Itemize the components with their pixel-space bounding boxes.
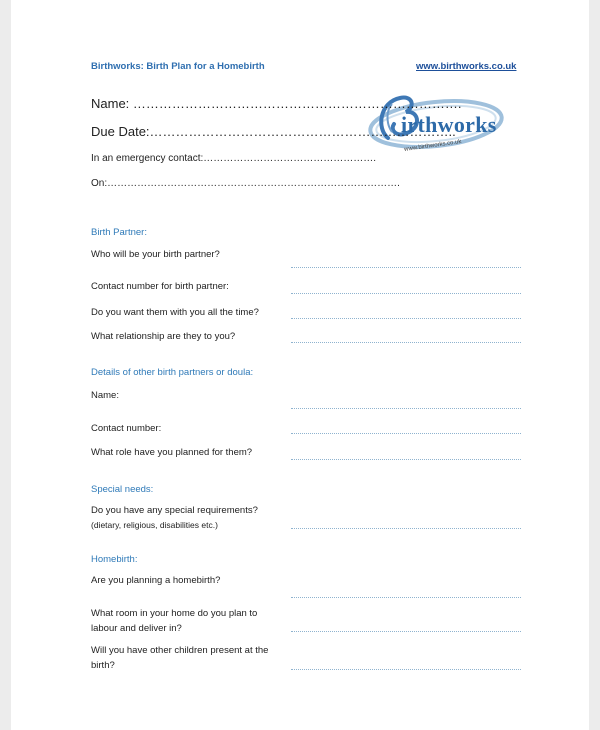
logo-url: www.birthworks.co.uk [403,139,462,153]
section-special-needs: Special needs: [91,484,154,495]
emergency-contact-field[interactable]: In an emergency contact:……………………………………………. [91,153,377,164]
question-line: labour and deliver in? [91,623,182,634]
answer-line[interactable] [291,318,521,319]
question-role: What role have you planned for them? [91,447,253,458]
question-other-children [91,643,268,673]
answer-line[interactable] [291,528,521,529]
question-contact-number: Contact number for birth partner: [91,281,229,292]
answer-line[interactable] [291,597,521,598]
document-title: Birthworks: Birth Plan for a Homebirth [91,61,265,72]
website-link[interactable]: www.birthworks.co.uk [416,61,517,72]
question-special-requirements [91,503,258,533]
answer-line[interactable] [291,459,521,460]
question-line: (dietary, religious, disabilities etc.) [91,520,218,530]
question-line: birth? [91,660,115,671]
answer-line[interactable] [291,267,521,268]
section-homebirth: Homebirth: [91,554,138,565]
section-other-partners: Details of other birth partners or doula: [91,367,254,378]
answer-line[interactable] [291,408,521,409]
logo-wordmark: irthworks [401,112,497,137]
question-which-room [91,606,257,636]
answer-line[interactable] [291,293,521,294]
question-relationship: What relationship are they to you? [91,331,236,342]
question-who-birth-partner: Who will be your birth partner? [91,249,220,260]
answer-line[interactable] [291,669,521,670]
answer-line[interactable] [291,342,521,343]
answer-line[interactable] [291,433,521,434]
question-line: Will you have other children present at the [91,645,269,656]
answer-line[interactable] [291,631,521,632]
question-planning-homebirth: Are you planning a homebirth? [91,575,221,586]
question-name: Name: [91,390,119,401]
on-field[interactable]: On:……………………………………………………………………………. [91,178,400,189]
section-birth-partner: Birth Partner: [91,227,147,238]
question-line: What room in your home do you plan to [91,608,258,619]
question-with-you-all-time: Do you want them with you all the time? [91,307,259,318]
question-contact-number: Contact number: [91,423,162,434]
name-field[interactable]: Name: …………………………………………………………………. [91,96,462,111]
document-page [11,0,589,730]
due-date-field[interactable]: Due Date:…………………………………………………………….. [91,124,456,139]
question-line: Do you have any special requirements? [91,505,258,516]
